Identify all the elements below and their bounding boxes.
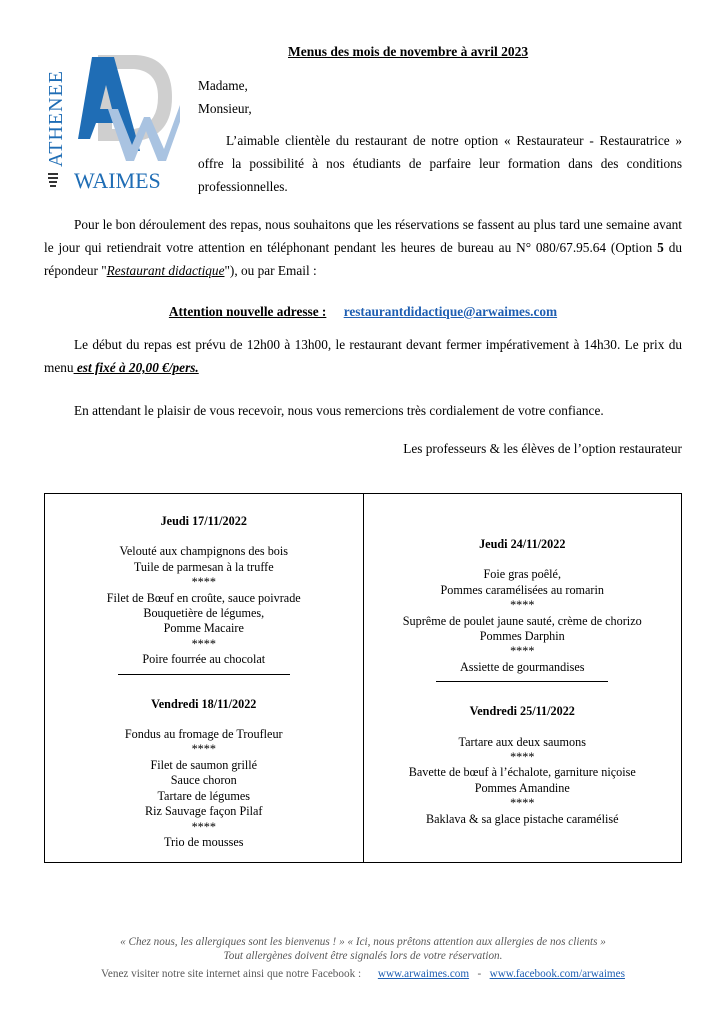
menu-divider bbox=[436, 681, 608, 682]
booking-paragraph bbox=[44, 213, 682, 282]
salutation-monsieur: Monsieur, bbox=[198, 101, 252, 116]
intro-paragraph: L’aimable clientèle du restaurant de notre option « Restaurateur - Restauratrice » offre la possibilité à nos étudiants de parfaire leur formation dans des conditions professionnelles. bbox=[198, 133, 682, 194]
menu-separator-stars: **** bbox=[510, 598, 535, 613]
footer-visit-text: Venez visiter notre site internet ainsi que notre Facebook : bbox=[101, 968, 362, 980]
menu-dish: Filet de Bœuf en croûte, sauce poivrade bbox=[106, 590, 301, 605]
logo-vertical-text: ATHENEE bbox=[45, 70, 67, 167]
menu-day-block bbox=[364, 704, 682, 827]
facebook-link[interactable]: www.facebook.com/arwaimes bbox=[489, 968, 625, 980]
menu-dish: Tuile de parmesan à la truffe bbox=[133, 559, 274, 574]
menu-day-block bbox=[45, 514, 363, 668]
footer-dash: - bbox=[477, 968, 482, 980]
menu-column-left bbox=[45, 494, 364, 862]
menu-dish: Poire fourrée au chocolat bbox=[142, 652, 266, 667]
signature: Les professeurs & les élèves de l’option restaurateur bbox=[403, 441, 682, 456]
menu-dish: Pomme Macaire bbox=[163, 621, 244, 636]
menu-day-title: Vendredi 25/11/2022 bbox=[469, 704, 575, 719]
footer bbox=[44, 935, 682, 981]
thanks-paragraph: En attendant le plaisir de vous recevoir, nous vous remercions très cordialement de votre confiance. bbox=[74, 403, 604, 418]
menu-separator-stars: **** bbox=[191, 575, 216, 590]
athenee-waimes-logo bbox=[40, 45, 180, 195]
menu-dish: Sauce choron bbox=[170, 773, 237, 788]
booking-text: Pour le bon déroulement des repas, nous souhaitons que les réservations se fassent au plus tard une semaine avant le jour qui retiendrait votre attention en téléphonant pendant les heures de bureau au N° 080/67.95.64 (Option bbox=[44, 217, 682, 255]
menu-dish: Tartare de légumes bbox=[157, 788, 251, 803]
menu-dish: Assiette de gourmandises bbox=[459, 659, 585, 674]
menu-day-block bbox=[364, 537, 682, 675]
menu-table bbox=[44, 493, 682, 863]
menu-dish: Suprême de poulet jaune sauté, crème de chorizo bbox=[402, 613, 642, 628]
menu-separator-stars: **** bbox=[510, 750, 535, 765]
new-address-line bbox=[44, 300, 682, 323]
footer-links bbox=[44, 967, 682, 981]
price-text: Le début du repas est prévu de 12h00 à 13h00, le restaurant devant fermer impérativement à 14h30. Le prix du menu bbox=[44, 337, 682, 375]
menu-dish: Pommes Amandine bbox=[474, 780, 570, 795]
logo-bottom-text: WAIMES bbox=[74, 168, 161, 193]
menu-day-block bbox=[45, 697, 363, 851]
menu-dish: Pommes caramélisées au romarin bbox=[440, 582, 604, 597]
menu-day-title: Jeudi 24/11/2022 bbox=[479, 537, 566, 551]
salutation bbox=[198, 74, 688, 120]
booking-after: "), ou par Email : bbox=[224, 263, 317, 278]
menu-dish: Baklava & sa glace pistache caramélisé bbox=[425, 811, 619, 826]
menu-dish: Riz Sauvage façon Pilaf bbox=[145, 804, 263, 819]
booking-middle: du répondeur " bbox=[44, 240, 682, 278]
menu-dish: Filet de saumon grillé bbox=[150, 757, 258, 772]
website-link[interactable]: www.arwaimes.com bbox=[377, 968, 470, 980]
menu-dish: Bavette de bœuf à l’échalote, garniture niçoise bbox=[408, 765, 636, 780]
salutation-madame: Madame, bbox=[198, 78, 248, 93]
price-paragraph bbox=[44, 333, 682, 379]
menu-separator-stars: **** bbox=[191, 636, 216, 651]
menu-dish: Bouquetière de légumes, bbox=[143, 606, 265, 621]
email-link[interactable]: restaurantdidactique@arwaimes.com bbox=[343, 304, 558, 319]
menu-separator-stars: **** bbox=[510, 796, 535, 811]
menu-dish: Fondus au fromage de Troufleur bbox=[124, 727, 283, 742]
menu-separator-stars: **** bbox=[510, 644, 535, 659]
menu-dish: Pommes Darphin bbox=[479, 629, 565, 644]
menu-dish: Trio de mousses bbox=[164, 834, 244, 849]
menu-separator-stars: **** bbox=[191, 819, 216, 834]
menu-day-title: Vendredi 18/11/2022 bbox=[151, 696, 257, 711]
menu-dish: Foie gras poêlé, bbox=[483, 567, 561, 582]
price-value: est fixé à 20,00 €/pers. bbox=[73, 360, 199, 375]
menu-day-title: Jeudi 17/11/2022 bbox=[160, 514, 247, 528]
allergy-quote: « Chez nous, les allergiques sont les bienvenus ! » « Ici, nous prêtons attention aux allergies de nos clients » bbox=[120, 936, 606, 948]
menu-column-right bbox=[364, 494, 682, 862]
allergy-notice: Tout allergènes doivent être signalés lors de votre réservation. bbox=[223, 950, 503, 962]
column-icon bbox=[48, 173, 58, 187]
new-address-label: Attention nouvelle adresse : bbox=[168, 304, 327, 319]
menu-divider bbox=[118, 674, 290, 675]
menu-dish: Velouté aux champignons des bois bbox=[119, 544, 289, 559]
booking-answering-name: Restaurant didactique bbox=[106, 263, 225, 278]
page-title: Menus des mois de novembre à avril 2023 bbox=[288, 44, 529, 59]
booking-option-number: 5 bbox=[657, 240, 664, 255]
menu-separator-stars: **** bbox=[191, 742, 216, 757]
menu-dish: Tartare aux deux saumons bbox=[458, 734, 586, 749]
